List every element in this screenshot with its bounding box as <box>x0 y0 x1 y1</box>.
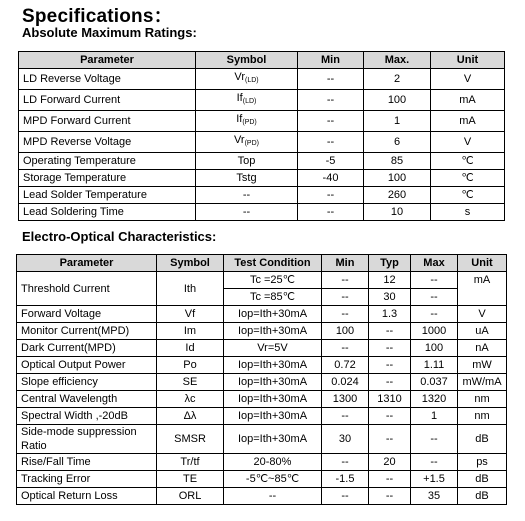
symbol-text: Vr <box>234 71 245 83</box>
symbol-text: Tstg <box>236 172 257 184</box>
row-condition: Iop=Ith+30mA <box>224 391 322 408</box>
row-parameter: LD Reverse Voltage <box>19 69 196 90</box>
row-min: -- <box>322 454 369 471</box>
row-symbol <box>196 187 298 204</box>
symbol-text: -- <box>242 189 251 201</box>
row-parameter: MPD Forward Current <box>19 111 196 132</box>
row-min: -- <box>322 488 369 505</box>
row-typ: 1.3 <box>369 306 411 323</box>
row-parameter: Operating Temperature <box>19 153 196 170</box>
row-parameter: Monitor Current(MPD) <box>17 323 157 340</box>
row-symbol: λc <box>157 391 224 408</box>
row-condition: Iop=Ith+30mA <box>224 374 322 391</box>
row-unit: dB <box>458 488 507 505</box>
row-min: 100 <box>322 323 369 340</box>
symbol-subscript: (PD) <box>242 119 257 126</box>
table-row <box>17 454 507 471</box>
row-parameter: Lead Solder Temperature <box>19 187 196 204</box>
row-symbol <box>196 153 298 170</box>
row-symbol <box>196 132 298 153</box>
row-max: -- <box>411 289 458 306</box>
row-condition: Tc =85℃ <box>224 289 322 306</box>
symbol-subscript: (LD) <box>244 77 259 84</box>
row-min: -5 <box>298 153 364 170</box>
col-header-max: Max <box>411 255 458 272</box>
row-max: 100 <box>364 90 431 111</box>
row-condition: Iop=Ith+30mA <box>224 323 322 340</box>
row-parameter: MPD Reverse Voltage <box>19 132 196 153</box>
row-symbol: Im <box>157 323 224 340</box>
row-parameter: Tracking Error <box>17 471 157 488</box>
row-condition: -- <box>224 488 322 505</box>
row-max: 6 <box>364 132 431 153</box>
col-header-max: Max. <box>364 52 431 69</box>
table-row <box>17 391 507 408</box>
row-typ: -- <box>369 374 411 391</box>
row-min: -1.5 <box>322 471 369 488</box>
row-condition: -5℃~85℃ <box>224 471 322 488</box>
row-symbol <box>196 111 298 132</box>
table-row <box>17 340 507 357</box>
row-min: -- <box>298 111 364 132</box>
row-min: 0.024 <box>322 374 369 391</box>
col-header-typ: Typ <box>369 255 411 272</box>
row-symbol: ORL <box>157 488 224 505</box>
row-min: 0.72 <box>322 357 369 374</box>
row-parameter: Rise/Fall Time <box>17 454 157 471</box>
row-typ: -- <box>369 340 411 357</box>
row-unit: V <box>431 132 505 153</box>
table-row <box>17 357 507 374</box>
row-max: -- <box>411 306 458 323</box>
row-condition: Iop=Ith+30mA <box>224 408 322 425</box>
row-condition: 20-80% <box>224 454 322 471</box>
row-symbol <box>196 90 298 111</box>
row-symbol <box>196 69 298 90</box>
symbol-text: -- <box>242 206 251 218</box>
table-row <box>19 204 505 221</box>
row-unit: ps <box>458 454 507 471</box>
row-max: -- <box>411 272 458 289</box>
row-unit: V <box>458 306 507 323</box>
row-condition: Tc =25℃ <box>224 272 322 289</box>
row-typ: -- <box>369 408 411 425</box>
row-parameter: LD Forward Current <box>19 90 196 111</box>
row-parameter: Central Wavelength <box>17 391 157 408</box>
row-min: -- <box>298 132 364 153</box>
row-min: -- <box>322 289 369 306</box>
row-typ: -- <box>369 425 411 454</box>
row-parameter: Forward Voltage <box>17 306 157 323</box>
row-condition: Vr=5V <box>224 340 322 357</box>
table-row <box>17 488 507 505</box>
row-min: -- <box>298 90 364 111</box>
row-parameter: Optical Output Power <box>17 357 157 374</box>
row-min: 1300 <box>322 391 369 408</box>
row-typ: -- <box>369 323 411 340</box>
row-min: -- <box>322 408 369 425</box>
abs-header-row <box>19 52 505 69</box>
row-unit: dB <box>458 425 507 454</box>
row-unit: ℃ <box>431 187 505 204</box>
symbol-text: If <box>236 92 243 104</box>
row-parameter: Dark Current(MPD) <box>17 340 157 357</box>
table-row <box>17 425 507 454</box>
row-unit: nm <box>458 391 507 408</box>
symbol-text: Vr <box>234 134 245 146</box>
row-condition: Iop=Ith+30mA <box>224 357 322 374</box>
col-header-test-condition: Test Condition <box>224 255 322 272</box>
row-max: 2 <box>364 69 431 90</box>
row-unit: mA <box>431 90 505 111</box>
row-parameter: Slope efficiency <box>17 374 157 391</box>
abs-max-heading: Absolute Maximum Ratings: <box>22 25 197 40</box>
row-typ: -- <box>369 357 411 374</box>
col-header-min: Min <box>298 52 364 69</box>
row-max: 1320 <box>411 391 458 408</box>
row-parameter: Lead Soldering Time <box>19 204 196 221</box>
row-max: -- <box>411 454 458 471</box>
col-header-min: Min <box>322 255 369 272</box>
row-max: 0.037 <box>411 374 458 391</box>
row-condition: Iop=Ith+30mA <box>224 425 322 454</box>
row-parameter: Storage Temperature <box>19 170 196 187</box>
row-min: -- <box>322 340 369 357</box>
row-min: -- <box>298 204 364 221</box>
row-min: 30 <box>322 425 369 454</box>
row-symbol: SMSR <box>157 425 224 454</box>
row-symbol <box>196 170 298 187</box>
table-row <box>17 408 507 425</box>
row-unit: uA <box>458 323 507 340</box>
table-row <box>19 187 505 204</box>
abs-max-table <box>18 51 505 221</box>
row-symbol: Ith <box>157 272 224 306</box>
row-condition: Iop=Ith+30mA <box>224 306 322 323</box>
row-symbol: SE <box>157 374 224 391</box>
row-max: +1.5 <box>411 471 458 488</box>
eo-header-row <box>17 255 507 272</box>
row-max: 10 <box>364 204 431 221</box>
table-row <box>17 323 507 340</box>
table-row <box>17 272 507 289</box>
row-unit: nA <box>458 340 507 357</box>
page-title: Specifications： <box>22 6 173 27</box>
table-row <box>17 374 507 391</box>
row-parameter: Side-mode suppression Ratio <box>17 425 157 454</box>
symbol-text: If <box>236 113 243 125</box>
row-unit: nm <box>458 408 507 425</box>
row-min: -- <box>322 272 369 289</box>
row-unit: mA <box>458 272 507 306</box>
row-unit: mW <box>458 357 507 374</box>
row-parameter: Spectral Width ,-20dB <box>17 408 157 425</box>
row-max: 100 <box>411 340 458 357</box>
row-unit: ℃ <box>431 170 505 187</box>
row-max: 1000 <box>411 323 458 340</box>
row-symbol: Id <box>157 340 224 357</box>
row-symbol: Vf <box>157 306 224 323</box>
col-header-parameter: Parameter <box>17 255 157 272</box>
row-typ: -- <box>369 488 411 505</box>
row-max: 1.11 <box>411 357 458 374</box>
row-max: 260 <box>364 187 431 204</box>
symbol-text: Top <box>237 155 256 167</box>
row-typ: 12 <box>369 272 411 289</box>
row-symbol: Tr/tf <box>157 454 224 471</box>
table-row <box>17 471 507 488</box>
row-min: -- <box>298 69 364 90</box>
col-header-symbol: Symbol <box>196 52 298 69</box>
row-symbol: TE <box>157 471 224 488</box>
row-symbol: Δλ <box>157 408 224 425</box>
row-parameter: Threshold Current <box>17 272 157 306</box>
col-header-unit: Unit <box>431 52 505 69</box>
row-unit: s <box>431 204 505 221</box>
eo-heading: Electro-Optical Characteristics: <box>22 229 217 244</box>
row-max: 85 <box>364 153 431 170</box>
table-row <box>19 111 505 132</box>
symbol-subscript: (PD) <box>244 140 259 147</box>
row-unit: V <box>431 69 505 90</box>
row-max: -- <box>411 425 458 454</box>
table-row <box>17 306 507 323</box>
row-symbol <box>196 204 298 221</box>
row-unit: dB <box>458 471 507 488</box>
table-row <box>19 69 505 90</box>
row-min: -- <box>298 187 364 204</box>
row-unit: mA <box>431 111 505 132</box>
row-unit: mW/mA <box>458 374 507 391</box>
col-header-parameter: Parameter <box>19 52 196 69</box>
table-row <box>19 153 505 170</box>
row-symbol: Po <box>157 357 224 374</box>
row-parameter: Optical Return Loss <box>17 488 157 505</box>
eo-table <box>16 254 507 505</box>
table-row <box>19 170 505 187</box>
row-min: -- <box>322 306 369 323</box>
col-header-symbol: Symbol <box>157 255 224 272</box>
table-row <box>19 132 505 153</box>
table-row <box>19 90 505 111</box>
row-min: -40 <box>298 170 364 187</box>
row-max: 1 <box>411 408 458 425</box>
row-unit: ℃ <box>431 153 505 170</box>
row-max: 1 <box>364 111 431 132</box>
row-typ: 20 <box>369 454 411 471</box>
row-typ: -- <box>369 471 411 488</box>
row-typ: 1310 <box>369 391 411 408</box>
row-max: 35 <box>411 488 458 505</box>
row-typ: 30 <box>369 289 411 306</box>
row-max: 100 <box>364 170 431 187</box>
symbol-subscript: (LD) <box>242 98 257 105</box>
col-header-unit: Unit <box>458 255 507 272</box>
